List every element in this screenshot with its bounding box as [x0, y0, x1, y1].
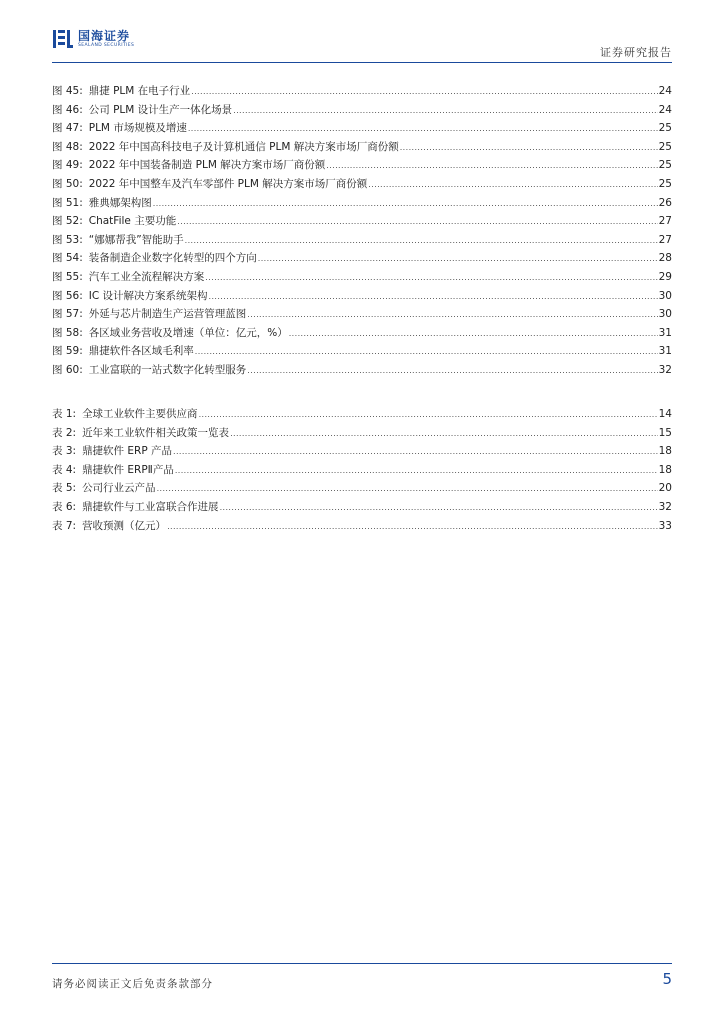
figure-index-row[interactable]	[52, 305, 672, 324]
entry-label: 图 50:	[52, 177, 83, 190]
entry-title: 鼎捷软件 ERPⅡ产品	[82, 463, 174, 476]
table-index-row[interactable]	[52, 405, 672, 424]
dot-leader	[199, 405, 658, 425]
entry-title: 各区域业务营收及增速（单位：亿元，%）	[88, 326, 288, 339]
logo-chinese-name: 国海证券	[78, 28, 131, 43]
entry-page: 30	[658, 308, 672, 321]
entry-title: ChatFile 主要功能	[88, 215, 177, 228]
figure-index-row[interactable]	[52, 194, 672, 213]
entry-label: 图 54:	[52, 252, 83, 265]
figure-index-row[interactable]	[52, 212, 672, 231]
dot-leader	[247, 305, 657, 325]
entry-page: 18	[658, 463, 672, 476]
entry-label: 图 48:	[52, 140, 83, 153]
entry-label: 图 45:	[52, 85, 83, 97]
entry-page: 20	[658, 482, 672, 495]
entry-title: 雅典娜架构图	[88, 196, 152, 209]
entry-title: IC 设计解决方案系统架构	[88, 289, 208, 302]
entry-page: 27	[658, 233, 672, 246]
entry-label: 表 7:	[52, 519, 77, 532]
dot-leader	[326, 156, 657, 176]
entry-page: 32	[658, 500, 672, 513]
dot-leader	[185, 231, 658, 251]
dot-leader	[173, 442, 658, 462]
entry-label: 图 58:	[52, 326, 83, 339]
dot-leader	[167, 517, 658, 537]
sealand-logo-icon	[52, 28, 74, 50]
company-logo	[52, 28, 134, 50]
table-index	[52, 405, 672, 535]
table-index-row[interactable]	[52, 461, 672, 480]
dot-leader	[175, 461, 658, 481]
entry-page: 18	[658, 445, 672, 458]
entry-title: 营收预测（亿元）	[82, 519, 167, 532]
report-type-label: 证券研究报告	[600, 46, 672, 59]
entry-label: 图 60:	[52, 363, 83, 376]
entry-page: 28	[658, 252, 672, 265]
entry-title: 2022 年中国整车及汽车零部件 PLM 解决方案市场厂商份额	[88, 177, 368, 190]
entry-label: 图 51:	[52, 196, 83, 209]
entry-label: 图 56:	[52, 289, 83, 302]
entry-title: 鼎捷 PLM 在电子行业	[88, 85, 191, 97]
dot-leader	[153, 194, 658, 214]
dot-leader	[177, 212, 657, 232]
figure-index	[52, 82, 672, 380]
entry-title: 外延与芯片制造生产运营管理蓝图	[88, 308, 247, 321]
entry-page: 29	[658, 270, 672, 283]
entry-label: 图 47:	[52, 122, 83, 135]
figure-index-row[interactable]	[52, 138, 672, 157]
figure-index-row[interactable]	[52, 82, 672, 101]
entry-title: 公司行业云产品	[82, 482, 156, 495]
entry-label: 表 6:	[52, 500, 77, 513]
entry-page: 24	[658, 85, 672, 97]
figure-index-row[interactable]	[52, 268, 672, 287]
entry-page: 25	[658, 122, 672, 135]
page-header	[52, 28, 672, 60]
entry-page: 24	[658, 103, 672, 116]
entry-page: 32	[658, 363, 672, 376]
figure-index-row[interactable]	[52, 175, 672, 194]
logo-english-name: SEALAND SECURITIES	[78, 42, 135, 48]
entry-page: 14	[658, 408, 672, 420]
entry-title: 鼎捷软件各区域毛利率	[88, 345, 194, 358]
header-divider	[52, 62, 672, 63]
entry-title: 公司 PLM 设计生产一体化场景	[88, 103, 233, 116]
figure-index-row[interactable]	[52, 231, 672, 250]
entry-page: 25	[658, 140, 672, 153]
table-index-row[interactable]	[52, 517, 672, 536]
entry-label: 图 52:	[52, 215, 83, 228]
figure-index-row[interactable]	[52, 361, 672, 380]
entry-title: 2022 年中国装备制造 PLM 解决方案市场厂商份额	[88, 159, 326, 172]
dot-leader	[157, 479, 658, 499]
figure-index-row[interactable]	[52, 287, 672, 306]
entry-label: 表 1:	[52, 408, 77, 420]
dot-leader	[195, 342, 658, 362]
footer-disclaimer: 请务必阅读正文后免责条款部分	[52, 978, 213, 990]
entry-label: 图 53:	[52, 233, 83, 246]
dot-leader	[247, 361, 657, 381]
entry-page: 25	[658, 159, 672, 172]
entry-title: 汽车工业全流程解决方案	[88, 270, 205, 283]
entry-title: 装备制造企业数字化转型的四个方向	[88, 252, 257, 265]
dot-leader	[289, 324, 658, 344]
page-number: 5	[662, 970, 672, 988]
entry-label: 表 2:	[52, 426, 77, 439]
entry-page: 27	[658, 215, 672, 228]
entry-label: 表 4:	[52, 463, 77, 476]
dot-leader	[230, 424, 658, 444]
dot-leader	[233, 101, 657, 121]
entry-page: 33	[658, 519, 672, 532]
figure-index-row[interactable]	[52, 249, 672, 268]
table-index-row[interactable]	[52, 479, 672, 498]
dot-leader	[191, 82, 657, 102]
entry-page: 30	[658, 289, 672, 302]
entry-label: 图 46:	[52, 103, 83, 116]
table-index-row[interactable]	[52, 498, 672, 517]
entry-page: 15	[658, 426, 672, 439]
entry-title: 近年来工业软件相关政策一览表	[82, 426, 230, 439]
entry-title: 鼎捷软件 ERP 产品	[82, 445, 172, 458]
entry-page: 26	[658, 196, 672, 209]
dot-leader	[188, 119, 658, 139]
entry-title: 鼎捷软件与工业富联合作进展	[82, 500, 219, 513]
entry-label: 图 49:	[52, 159, 83, 172]
dot-leader	[205, 268, 657, 288]
table-index-row[interactable]	[52, 442, 672, 461]
entry-label: 表 5:	[52, 482, 77, 495]
footer-divider	[52, 963, 672, 964]
dot-leader	[368, 175, 657, 195]
table-index-row[interactable]	[52, 424, 672, 443]
entry-page: 31	[658, 345, 672, 358]
figure-index-row[interactable]	[52, 324, 672, 343]
entry-label: 图 57:	[52, 308, 83, 321]
dot-leader	[258, 249, 658, 269]
dot-leader	[220, 498, 658, 518]
dot-leader	[400, 138, 658, 158]
figure-index-row[interactable]	[52, 156, 672, 175]
entry-title: 工业富联的一站式数字化转型服务	[88, 363, 247, 376]
entry-title: PLM 市场规模及增速	[88, 122, 187, 135]
entry-page: 31	[658, 326, 672, 339]
entry-label: 图 59:	[52, 345, 83, 358]
dot-leader	[209, 287, 658, 307]
figure-index-row[interactable]	[52, 342, 672, 361]
entry-label: 图 55:	[52, 270, 83, 283]
figure-index-row[interactable]	[52, 119, 672, 138]
entry-title: 全球工业软件主要供应商	[82, 408, 198, 420]
entry-page: 25	[658, 177, 672, 190]
entry-label: 表 3:	[52, 445, 77, 458]
figure-index-row[interactable]	[52, 101, 672, 120]
entry-title: 2022 年中国高科技电子及计算机通信 PLM 解决方案市场厂商份额	[88, 140, 399, 153]
entry-title: “娜娜帮我”智能助手	[88, 233, 184, 246]
